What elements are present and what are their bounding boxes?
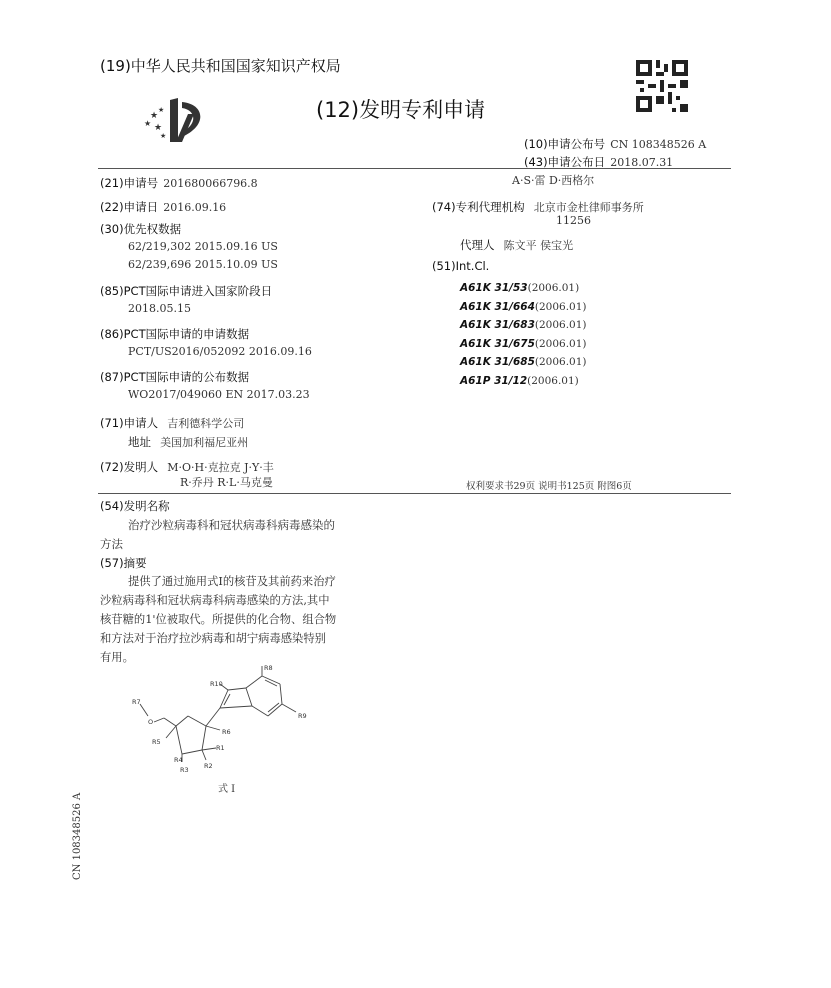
ipc-entry xyxy=(460,276,587,295)
ipc-entry xyxy=(460,369,587,388)
ipc-version: (2006.01) xyxy=(527,374,579,387)
app-date-label: (22)申请日 xyxy=(100,200,159,214)
app-number: 201680066796.8 xyxy=(163,177,258,190)
pub-date: 2018.07.31 xyxy=(610,156,674,169)
invention-title-2: 方法 xyxy=(100,537,123,551)
applicant-label: (71)申请人 xyxy=(100,416,159,430)
agency: 北京市金杜律师事务所 xyxy=(533,201,644,214)
label-r9: R9 xyxy=(298,712,307,720)
svg-text:★: ★ xyxy=(144,119,152,128)
label-o: O xyxy=(148,718,154,726)
inventor-row xyxy=(100,456,274,475)
app-number-label: (21)申请号 xyxy=(100,176,159,190)
agent-label: 代理人 xyxy=(460,238,495,252)
page-counts: 权利要求书29页 说明书125页 附图6页 xyxy=(466,481,632,492)
ipc-version: (2006.01) xyxy=(527,282,580,294)
label-r10: R10 xyxy=(210,680,223,688)
side-publication-number: CN 108348526 A xyxy=(72,792,83,880)
ipc-version: (2006.01) xyxy=(534,300,587,313)
address-row xyxy=(128,431,248,450)
office-name: (19)中华人民共和国国家知识产权局 xyxy=(100,57,341,75)
ipc-label: (51)Int.Cl. xyxy=(432,259,490,273)
abstract-line-3: 核苷糖的1'位被取代。所提供的化合物、组合物 xyxy=(100,613,337,626)
doc-type: (12)发明专利申请 xyxy=(316,98,486,122)
ipc-version: (2006.01) xyxy=(534,319,587,331)
svg-text:★: ★ xyxy=(160,132,167,140)
pct-app-label: (86)PCT国际申请的申请数据 xyxy=(100,327,250,341)
ipc-version: (2006.01) xyxy=(534,337,587,350)
app-date: 2016.09.16 xyxy=(163,201,227,214)
priority-1: 62/219,302 2015.09.16 US xyxy=(128,240,278,253)
pct-entry-date: 2018.05.15 xyxy=(128,302,191,315)
inventors-2: R·乔丹 R·L·马克曼 xyxy=(180,476,273,489)
title-label: (54)发明名称 xyxy=(100,499,170,513)
pct-pub-label: (87)PCT国际申请的公布数据 xyxy=(100,370,250,384)
pct-entry-label: (85)PCT国际申请进入国家阶段日 xyxy=(100,284,273,298)
formula-structure xyxy=(120,664,340,794)
cnipa-logo-icon xyxy=(142,96,214,144)
label-r3: R3 xyxy=(180,766,189,774)
label-r1: R1 xyxy=(216,744,225,752)
ipc-entry xyxy=(460,350,587,369)
ipc-version: (2006.01) xyxy=(534,356,587,368)
agents: 陈文平 侯宝光 xyxy=(503,239,574,252)
pct-pub: WO2017/049060 EN 2017.03.23 xyxy=(128,388,310,401)
abstract-line-5: 有用。 xyxy=(100,651,134,664)
inventor-label: (72)发明人 xyxy=(100,460,159,474)
qr-code xyxy=(636,60,688,112)
svg-text:★: ★ xyxy=(154,123,163,133)
ipc-list xyxy=(460,276,587,387)
ipc-code: A61K 31/675 xyxy=(460,337,535,350)
svg-text:★: ★ xyxy=(150,111,159,121)
app-number-row xyxy=(100,172,258,191)
agency-code: 11256 xyxy=(556,214,591,227)
ipc-code: A61K 31/683 xyxy=(460,319,535,331)
inventors-cont: A·S·雷 D·西格尔 xyxy=(512,174,595,187)
svg-text:★: ★ xyxy=(158,106,165,114)
pct-app: PCT/US2016/052092 2016.09.16 xyxy=(128,345,312,358)
label-r8: R8 xyxy=(264,664,273,672)
address: 美国加利福尼亚州 xyxy=(160,436,249,449)
app-date-row xyxy=(100,196,226,215)
label-r4: R4 xyxy=(174,756,183,764)
label-r7: R7 xyxy=(132,698,141,706)
label-r6: R6 xyxy=(222,728,231,736)
applicant: 吉利德科学公司 xyxy=(167,417,245,430)
pub-date-label: (43)申请公布日 xyxy=(524,155,606,169)
pub-number-label: (10)申请公布号 xyxy=(524,137,606,151)
agency-label: (74)专利代理机构 xyxy=(432,200,525,214)
biblio-divider xyxy=(98,493,731,494)
ipc-entry xyxy=(460,295,587,314)
pub-number-row xyxy=(524,133,706,152)
ipc-code: A61K 31/53 xyxy=(460,282,528,294)
abstract-line-4: 和方法对于治疗拉沙病毒和胡宁病毒感染特别 xyxy=(100,632,326,645)
invention-title-1: 治疗沙粒病毒科和冠状病毒科病毒感染的 xyxy=(128,518,335,532)
agent-row xyxy=(460,234,573,253)
agency-row xyxy=(432,196,644,215)
abstract-label: (57)摘要 xyxy=(100,556,147,570)
header-divider xyxy=(98,168,731,169)
abstract-line-2: 沙粒病毒科和冠状病毒科病毒感染的方法,其中 xyxy=(100,594,330,607)
inventors-1: M·O·H·克拉克 J·Y·丰 xyxy=(167,461,274,474)
ipc-code: A61P 31/12 xyxy=(460,374,528,387)
label-r5: R5 xyxy=(152,738,161,746)
abstract-line-1: 提供了通过施用式I的核苷及其前药来治疗 xyxy=(128,575,336,588)
address-label: 地址 xyxy=(128,435,151,449)
ipc-entry xyxy=(460,332,587,351)
priority-label: (30)优先权数据 xyxy=(100,222,182,236)
priority-2: 62/239,696 2015.10.09 US xyxy=(128,258,278,271)
label-r2: R2 xyxy=(204,762,213,770)
ipc-code: A61K 31/685 xyxy=(460,356,535,368)
formula-caption: 式 I xyxy=(218,784,236,795)
pub-number: CN 108348526 A xyxy=(610,138,707,151)
ipc-entry xyxy=(460,313,587,332)
ipc-code: A61K 31/664 xyxy=(460,300,535,313)
applicant-row xyxy=(100,412,244,431)
